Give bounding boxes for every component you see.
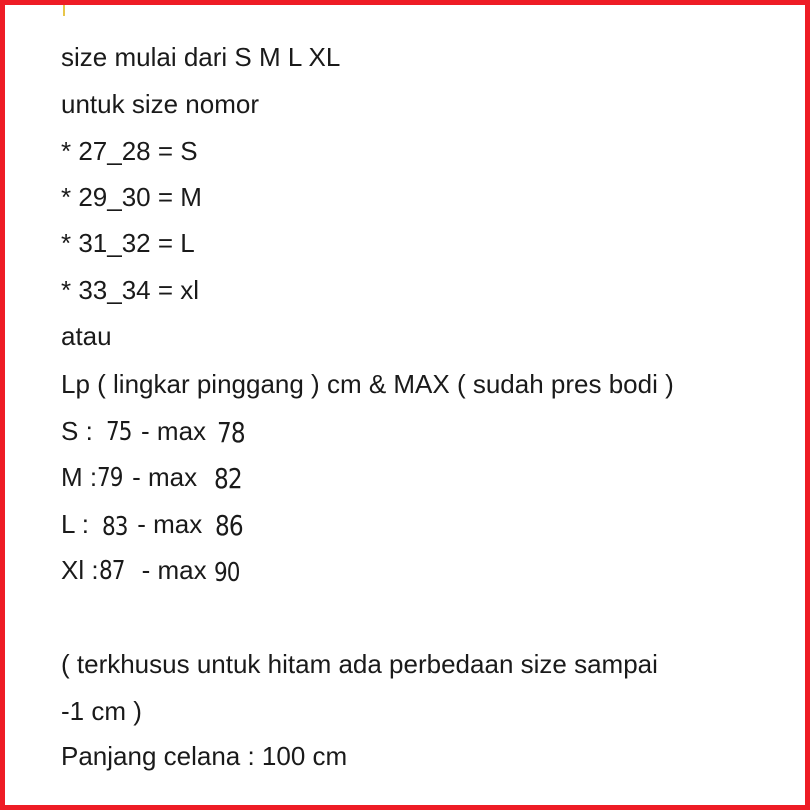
size-row-label: Xl : [61,555,99,585]
size-row-min: 87 [98,556,125,586]
size-row-max: 90 [213,558,240,588]
line-size-range: size mulai dari S M L XL [61,42,341,72]
line-size-s: * 27_28 = S [61,136,198,166]
note-line-2: -1 cm ) [61,696,142,726]
size-row-max: 82 [214,462,242,495]
note-line-1: ( terkhusus untuk hitam ada perbedaan size sampai [61,649,658,679]
line-size-m: * 29_30 = M [61,182,202,212]
size-row-min: 75 [106,417,132,447]
size-row-min: 79 [97,463,123,493]
size-row-sep: - max [132,462,198,492]
size-row-label: S : [61,416,93,446]
size-row-min: 83 [102,512,128,542]
size-row-l [61,509,245,540]
line-pants-length: Panjang celana : 100 cm [61,741,348,771]
size-row-sep: - max [141,416,207,446]
line-size-number-intro: untuk size nomor [61,89,259,119]
line-waist-heading: Lp ( lingkar pinggang ) cm & MAX ( sudah pres bodi ) [61,369,674,399]
line-or: atau [61,321,112,351]
size-row-m [61,462,244,493]
line-size-xl: * 33_34 = xl [61,275,200,305]
text-cursor [63,5,65,16]
size-row-max: 86 [215,509,244,542]
size-row-label: M : [61,462,98,492]
size-row-s [61,416,247,447]
size-row-sep: - max [141,555,207,585]
line-size-l: * 31_32 = L [61,228,195,258]
size-row-xl [61,555,242,586]
size-row-label: L : [61,509,89,539]
size-row-max: 78 [217,416,245,449]
size-row-sep: - max [137,509,203,539]
